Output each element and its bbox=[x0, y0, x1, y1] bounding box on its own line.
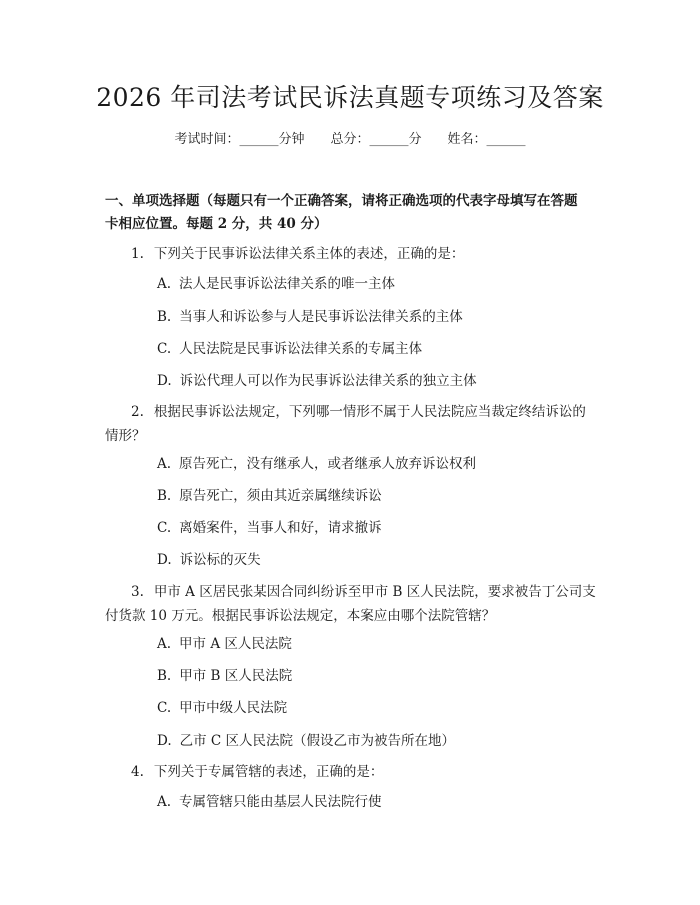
question-1 bbox=[105, 242, 605, 266]
option-letter: D. bbox=[157, 373, 172, 389]
option-text: 乙市 C 区人民法院（假设乙市为被告所在地） bbox=[179, 733, 456, 749]
question-text: 下列关于民事诉讼法律关系主体的表述，正确的是： bbox=[153, 246, 465, 262]
option-text: 原告死亡，没有继承人，或者继承人放弃诉讼权利 bbox=[179, 456, 477, 472]
question-number: 3. bbox=[131, 584, 144, 600]
option-letter: B. bbox=[157, 668, 172, 684]
option-letter: D. bbox=[157, 733, 172, 749]
option-letter: D. bbox=[157, 552, 172, 568]
section-heading-line-1: 一、单项选择题（每题只有一个正确答案，请将正确选项的代表字母填写在答题 bbox=[105, 193, 578, 209]
section-heading-line-2: 卡相应位置。每题 2 分，共 40 分） bbox=[105, 216, 328, 232]
question-text-line-2: 付货款 10 万元。根据民事诉讼法规定，本案应由哪个法院管辖？ bbox=[105, 608, 496, 624]
total-score-field: 总分：______分 bbox=[330, 132, 422, 147]
student-name-field: 姓名：______ bbox=[447, 132, 526, 147]
question-1-option-a bbox=[157, 273, 607, 295]
question-number: 2. bbox=[131, 404, 144, 420]
question-text-line-2: 情形？ bbox=[105, 428, 146, 444]
question-3 bbox=[105, 580, 605, 628]
exam-time-field: 考试时间：______分钟 bbox=[174, 132, 305, 147]
question-2-option-b bbox=[157, 485, 607, 507]
question-2-option-c bbox=[157, 517, 607, 539]
option-letter: A. bbox=[157, 456, 172, 472]
question-text-line-1: 甲市 A 区居民张某因合同纠纷诉至甲市 B 区人民法院，要求被告丁公司支 bbox=[153, 584, 596, 600]
option-text: 人民法院是民事诉讼法律关系的专属主体 bbox=[179, 341, 423, 357]
question-1-option-b bbox=[157, 306, 607, 328]
question-3-option-d bbox=[157, 730, 607, 752]
question-4 bbox=[105, 760, 605, 784]
document-title: 2026 年司法考试民诉法真题专项练习及答案 bbox=[96, 83, 604, 112]
option-text: 甲市 A 区人民法院 bbox=[179, 636, 292, 652]
question-3-option-c bbox=[157, 697, 607, 719]
option-text: 专属管辖只能由基层人民法院行使 bbox=[179, 794, 382, 810]
question-text-line-1: 根据民事诉讼法规定，下列哪一情形不属于人民法院应当裁定终结诉讼的 bbox=[153, 404, 586, 420]
option-text: 原告死亡，须由其近亲属继续诉讼 bbox=[179, 488, 382, 504]
question-number: 4. bbox=[131, 764, 144, 780]
question-2 bbox=[105, 400, 605, 448]
option-letter: B. bbox=[157, 309, 172, 325]
option-letter: C. bbox=[157, 520, 172, 536]
option-text: 甲市中级人民法院 bbox=[179, 700, 288, 716]
question-2-option-a bbox=[157, 453, 607, 475]
option-text: 诉讼标的灭失 bbox=[179, 552, 261, 568]
option-text: 当事人和诉讼参与人是民事诉讼法律关系的主体 bbox=[179, 309, 463, 325]
question-1-option-c bbox=[157, 338, 607, 360]
option-text: 法人是民事诉讼法律关系的唯一主体 bbox=[179, 276, 396, 292]
option-text: 诉讼代理人可以作为民事诉讼法律关系的独立主体 bbox=[179, 373, 477, 389]
section-heading bbox=[105, 190, 605, 236]
question-2-option-d bbox=[157, 549, 607, 571]
exam-meta bbox=[0, 130, 700, 150]
question-1-option-d bbox=[157, 370, 607, 392]
option-letter: A. bbox=[157, 636, 172, 652]
option-text: 离婚案件，当事人和好，请求撤诉 bbox=[179, 520, 382, 536]
option-letter: C. bbox=[157, 700, 172, 716]
option-letter: A. bbox=[157, 794, 172, 810]
option-letter: C. bbox=[157, 341, 172, 357]
question-4-option-a bbox=[157, 791, 607, 813]
question-number: 1. bbox=[131, 246, 144, 262]
option-letter: B. bbox=[157, 488, 172, 504]
option-letter: A. bbox=[157, 276, 172, 292]
question-3-option-b bbox=[157, 665, 607, 687]
question-3-option-a bbox=[157, 633, 607, 655]
option-text: 甲市 B 区人民法院 bbox=[179, 668, 293, 684]
question-text: 下列关于专属管辖的表述，正确的是： bbox=[153, 764, 384, 780]
